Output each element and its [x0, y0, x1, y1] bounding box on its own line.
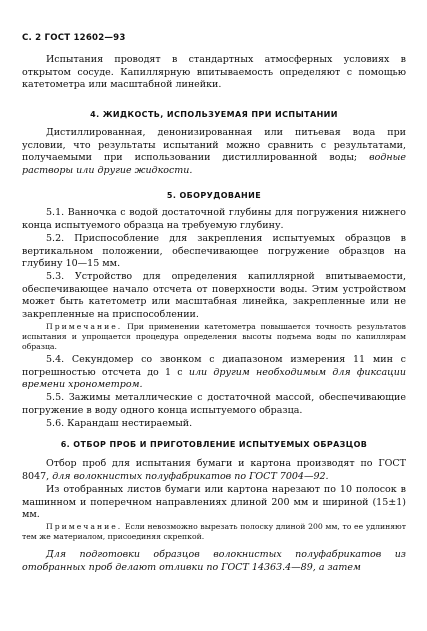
section-4-paragraph [22, 127, 406, 177]
section-5-3: 5.3. Устройство для определения капиллярной впитываемости, обеспечивающее начало отсчета от поверхности воды. Этим устройством может быть катетометр или масштабная линейка, закрепленные или не закрепленные на приспособлении. [22, 271, 406, 320]
section-6-3: Для подготовки образцов волокнистых полуфабрикатов из отобранных проб делают отливки по ГОСТ 14363.4—89, а затем [22, 549, 406, 573]
section-5-6: 5.6. Карандаш нестираемый. [46, 418, 193, 429]
section-6-1-text: Отбор проб для испытания бумаги и картона производят по ГОСТ 8047, [22, 458, 406, 482]
section-6-note [22, 522, 406, 542]
page-header: С. 2 ГОСТ 12602—93 [22, 33, 126, 43]
section-6-1-italic: для волокнистых полуфабрикатов по ГОСТ 7004—92. [52, 470, 329, 482]
note-text: Если невозможно вырезать полоску длиной 200 мм, то ее удлиняют тем же материалом, присоединяя скрепкой. [22, 522, 406, 541]
section-4-text: Дистиллированная, денонизированная или питьевая вода при условии, что результаты испытаний можно сравнить с результатами, получаемыми при использовании дистиллированной воды; [22, 127, 406, 164]
note-label: Примечание. [46, 522, 123, 531]
section-5-1: 5.1. Ванночка с водой достаточной глубины для погружения нижнего конца испытуемого образца на требуемую глубину. [22, 207, 406, 231]
section-4-title: 4. ЖИДКОСТЬ, ИСПОЛЬЗУЕМАЯ ПРИ ИСПЫТАНИИ [90, 110, 338, 119]
section-6-2: Из отобранных листов бумаги или картона нарезают по 10 полосок в машинном и поперечном направлениях длиной 200 мм и шириной (15±1) мм. [22, 484, 406, 521]
section-5-4 [22, 354, 406, 392]
section-4-text-italic: водные растворы или другие жидкости. [22, 152, 406, 176]
note-text: При применении катетометра повышается точность результатов испытания и упрощается процедура определения высоты подъема воды по капиллярам образца. [22, 322, 406, 351]
section-6-title: 6. ОТБОР ПРОБ И ПРИГОТОВЛЕНИЕ ИСПЫТУЕМЫХ ОБРАЗЦОВ [60, 440, 368, 449]
section-5-4-text: 5.4. Секундомер со звонком с диапазоном измерения 11 мин с погрешностью отсчета до 1 с [22, 354, 406, 378]
section-5-4-italic: или другим необходимым для фиксации времени хронометром. [22, 366, 406, 391]
section-5-title: 5. ОБОРУДОВАНИЕ [166, 191, 262, 200]
section-5-5: 5.5. Зажимы металлические с достаточной массой, обеспечивающие погружение в воду одного конца испытуемого образца. [22, 392, 406, 416]
intro-paragraph: Испытания проводят в стандартных атмосферных условиях в открытом сосуде. Капиллярную впитываемость определяют с помощью катетометра или масштабной линейки. [22, 54, 406, 91]
note-label: Примечание. [46, 322, 123, 331]
section-5-note [22, 322, 406, 352]
section-6-1 [22, 458, 406, 483]
section-5-2: 5.2. Приспособление для закрепления испытуемых образцов в вертикальном положении, обеспечивающее погружение образцов на глубину 10—15 мм. [22, 233, 406, 270]
